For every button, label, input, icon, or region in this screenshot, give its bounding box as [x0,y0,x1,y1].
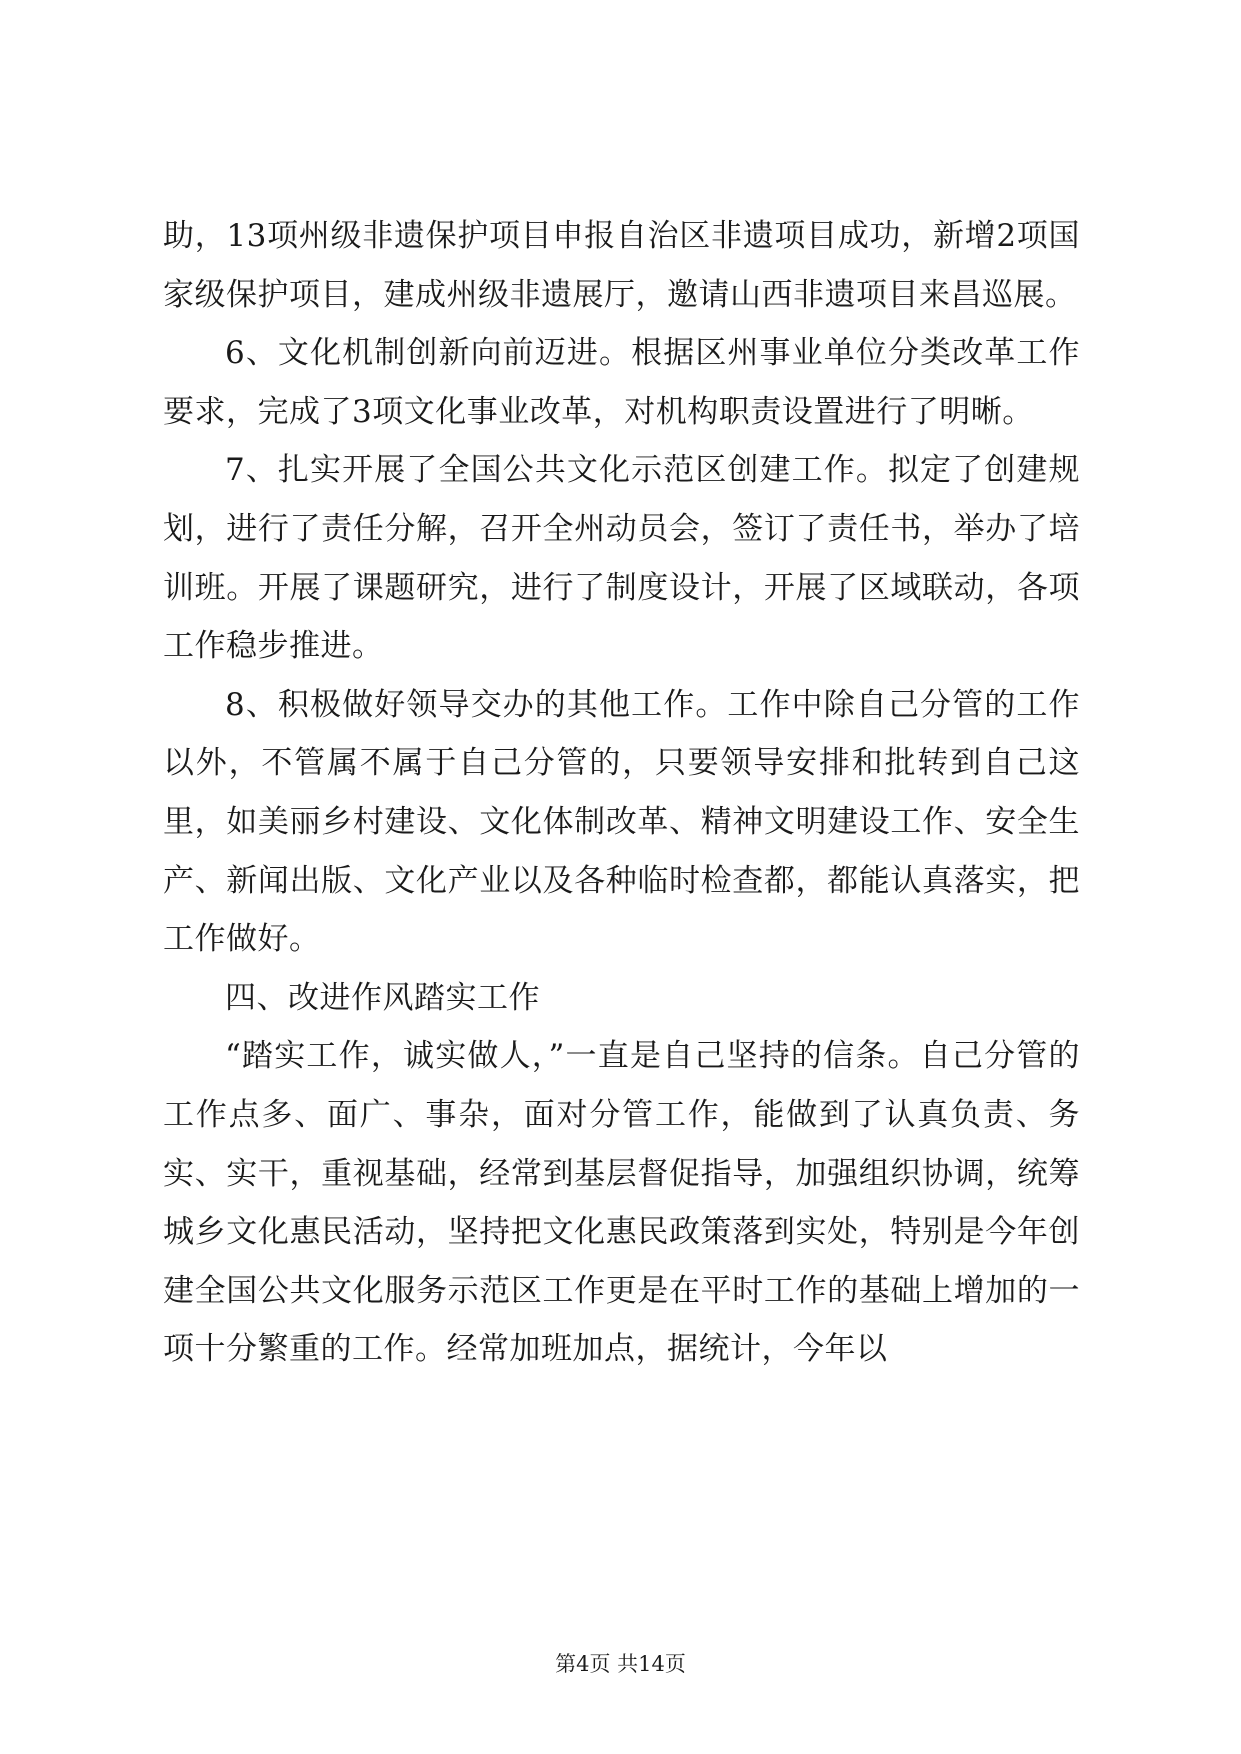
document-body [163,207,1080,1379]
paragraph-item-8: 8、积极做好领导交办的其他工作。工作中除自己分管的工作以外，不管属不属于自己分管的，只要领导安排和批转到自己这里，如美丽乡村建设、文化体制改革、精神文明建设工作、安全生产、新闻出版、文化产业以及各种临时检查都，都能认真落实，把工作做好。 [163,686,1080,958]
paragraph-work-style: “踏实工作，诚实做人，”一直是自己坚持的信条。自己分管的工作点多、面广、事杂，面对分管工作，能做到了认真负责、务实、实干，重视基础，经常到基层督促指导，加强组织协调，统筹城乡文化惠民活动，坚持把文化惠民政策落到实处，特别是今年创建全国公共文化服务示范区工作更是在平时工作的基础上增加的一项十分繁重的工作。经常加班加点，据统计，今年以 [163,1038,1080,1368]
page-number-footer: 第4页 共14页 [555,1652,686,1676]
paragraph-item-7: 7、扎实开展了全国公共文化示范区创建工作。拟定了创建规划，进行了责任分解，召开全州动员会，签订了责任书，举办了培训班。开展了课题研究，进行了制度设计，开展了区域联动，各项工作稳步推进。 [163,452,1080,665]
paragraph-continued: 助，13项州级非遗保护项目申报自治区非遗项目成功，新增2项国家级保护项目，建成州级非遗展厅，邀请山西非遗项目来昌巡展。 [163,218,1080,313]
section-heading-4: 四、改进作风踏实工作 [225,979,540,1016]
paragraph-item-6: 6、文化机制创新向前迈进。根据区州事业单位分类改革工作要求，完成了3项文化事业改革，对机构职责设置进行了明晰。 [163,335,1080,430]
